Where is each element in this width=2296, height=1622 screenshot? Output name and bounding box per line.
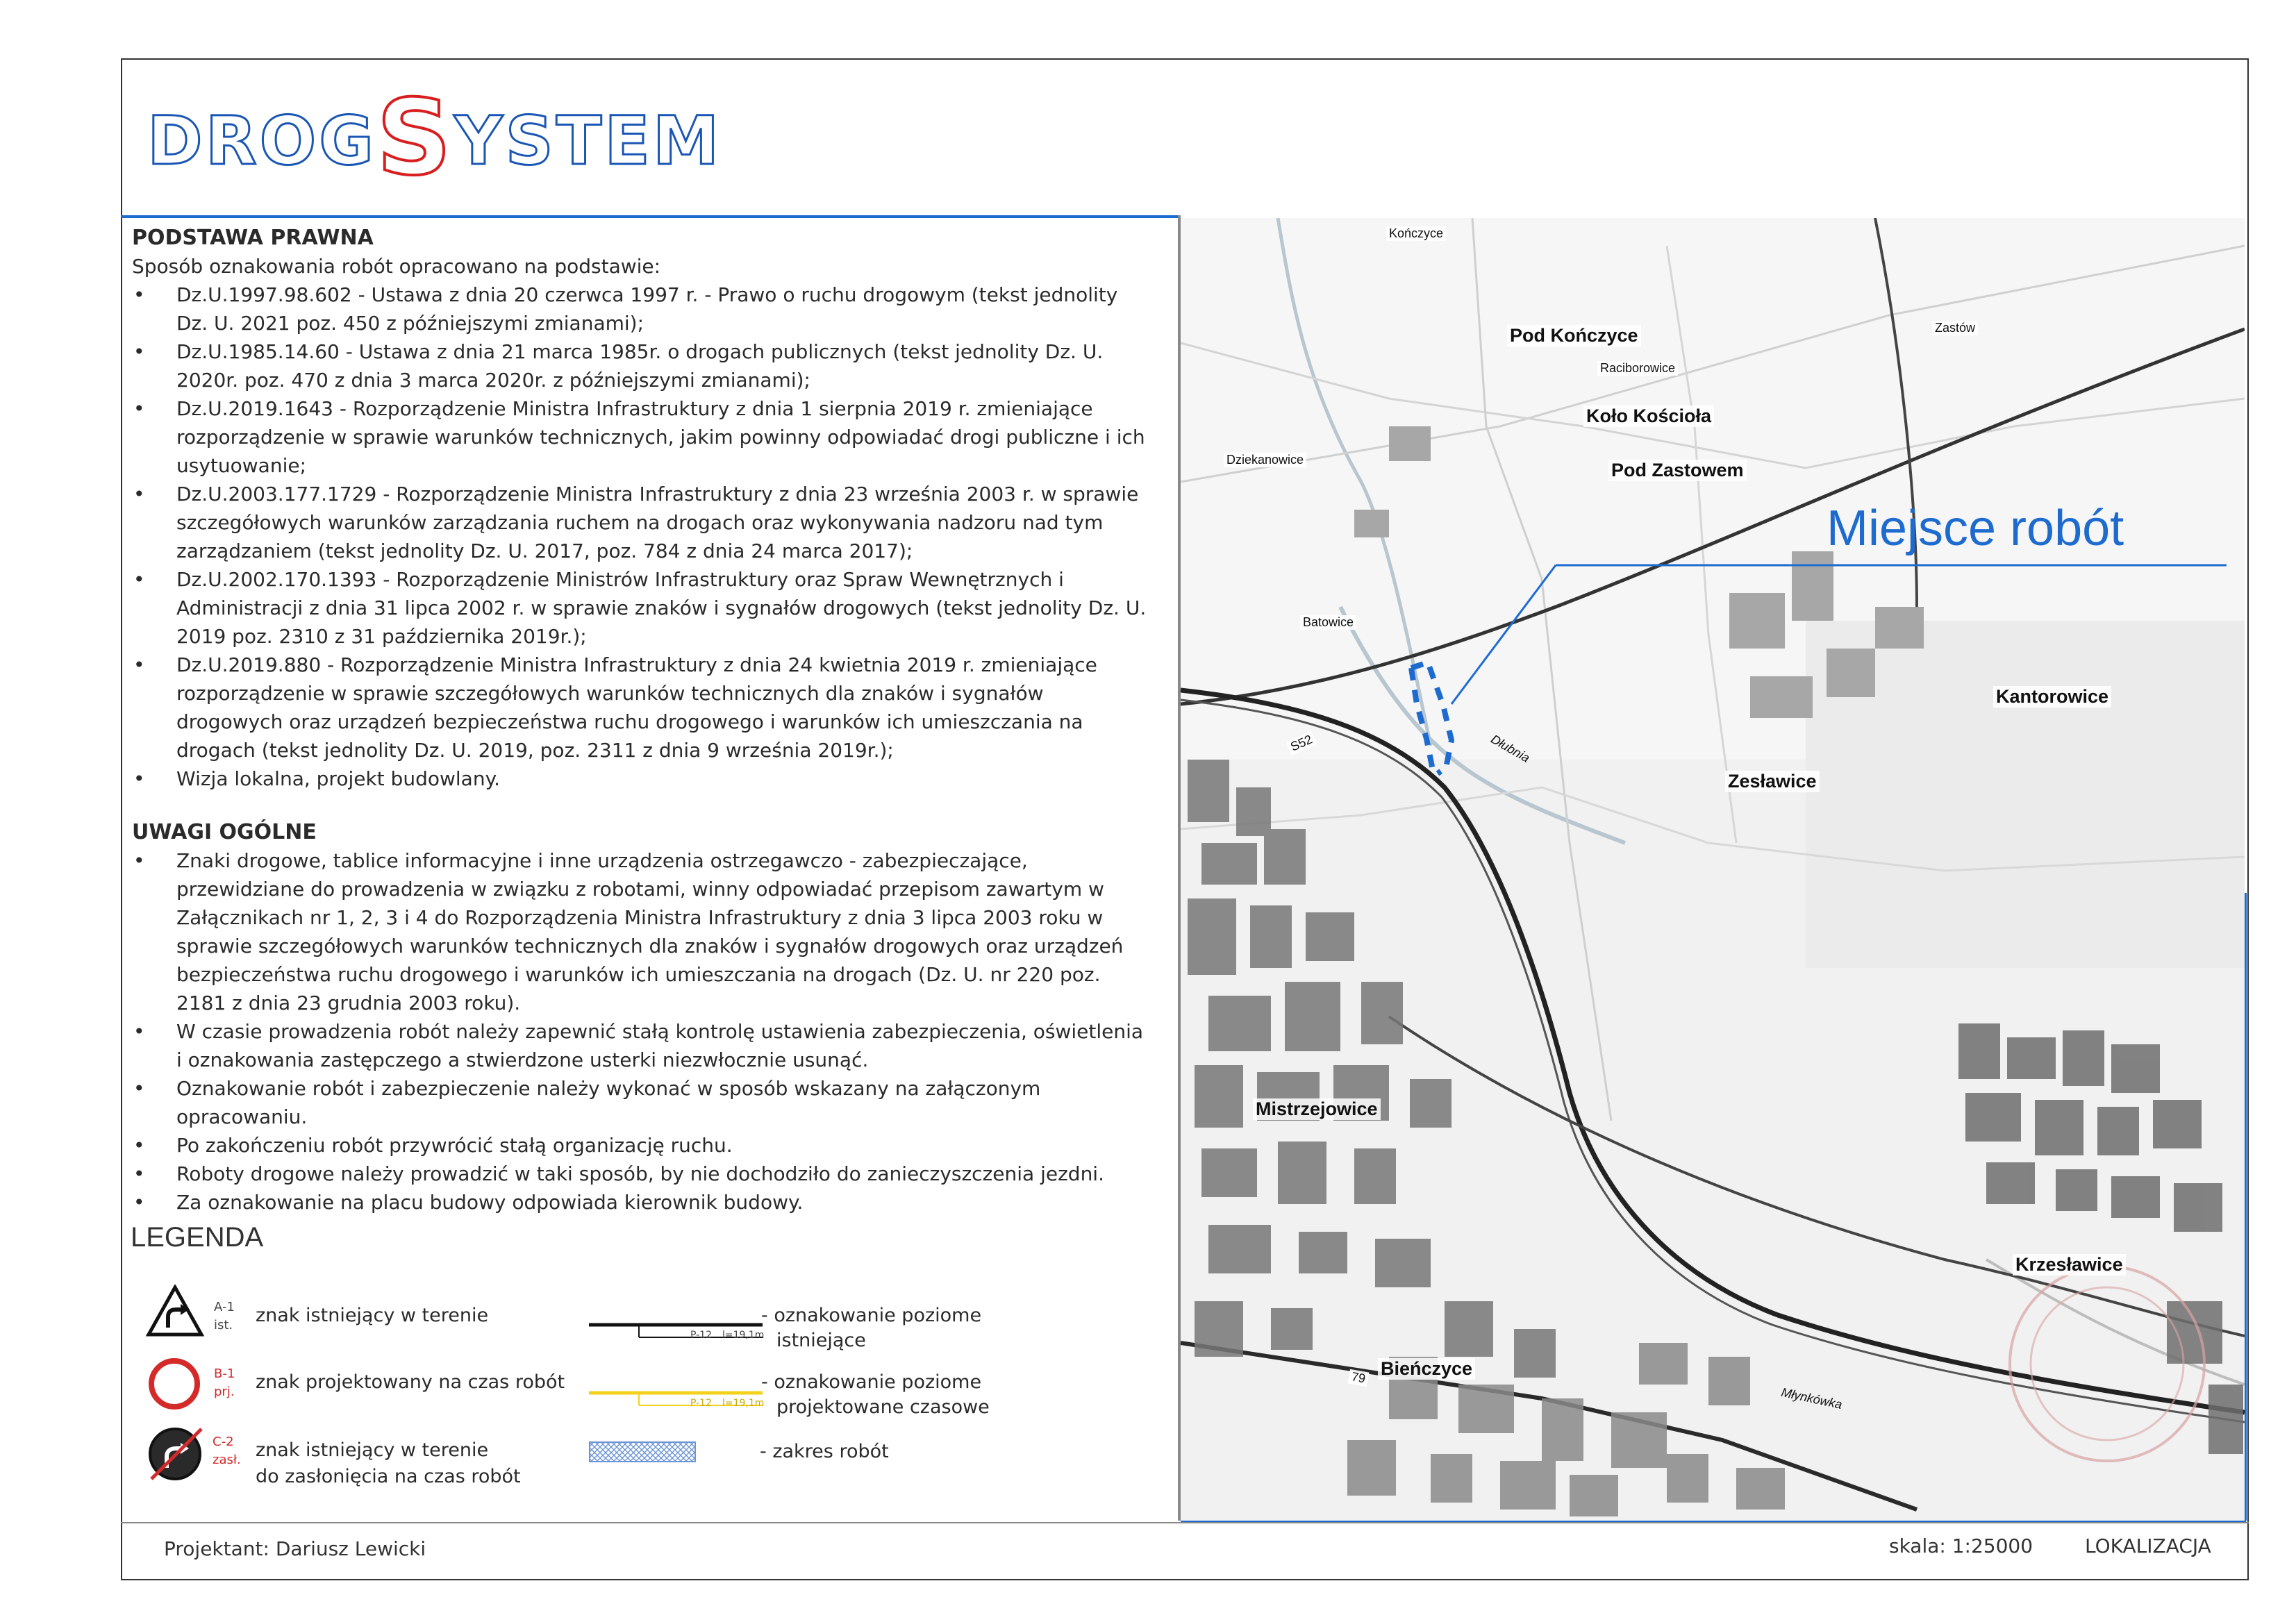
- legal-basis-intro: Sposób oznakowania robót opracowano na podstawie:: [132, 255, 661, 278]
- designer-name: Projektant: Dariusz Lewicki: [164, 1537, 426, 1560]
- list-item: • Dz.U.1985.14.60 - Ustawa z dnia 21 marca 1985r. o drogach publicznych (tekst jednolity Dz. U. 2020r. poz. 470 z dnia 3 marca 2020r. z późniejszymi zmianami);: [176, 337, 1153, 394]
- place-bienczyce: Bieńczyce: [1378, 1358, 1475, 1380]
- legend-marking-1-label-1: - oznakowanie poziome: [761, 1305, 982, 1326]
- text-panel: [132, 224, 1153, 1216]
- place-kantorowice: Kantorowice: [1993, 686, 2111, 708]
- works-area-hatch-icon: [589, 1441, 696, 1462]
- logo-part-2: S: [376, 78, 455, 199]
- footer-divider: [121, 1522, 2249, 1523]
- list-item: • Roboty drogowe należy prowadzić w taki sposób, by nie dochodziło do zanieczyszczenia jezdni.: [176, 1160, 1153, 1188]
- place-koncyce: Kończyce: [1386, 226, 1446, 241]
- legend-sign-2-label: znak projektowany na czas robót: [256, 1371, 565, 1393]
- place-zastow: Zastów: [1932, 321, 1978, 335]
- legend-marking-2-dim: l=19,1m: [722, 1398, 765, 1409]
- header-divider: [121, 215, 1179, 218]
- list-item: • Po zakończeniu robót przywrócić stałą organizację ruchu.: [176, 1131, 1153, 1160]
- legend-sign-2-status: prj.: [214, 1385, 235, 1399]
- logo-part-3: YSTEM: [454, 102, 722, 180]
- river-label-mlynkowka: Młynkówka: [1779, 1385, 1844, 1412]
- legend-marking-1-label-2: istniejące: [776, 1330, 866, 1351]
- river-label-dlubnia: Dłubnia: [1488, 732, 1533, 765]
- list-item: • Oznakowanie robót i zabezpieczenie należy wykonać w sposób wskazany na załączonym opracowaniu.: [176, 1074, 1153, 1131]
- general-notes-title: UWAGI OGÓLNE: [132, 820, 317, 844]
- place-krzeslawice: Krzesławice: [2013, 1254, 2126, 1276]
- legend-sign-1-label: znak istniejący w terenie: [256, 1305, 489, 1326]
- legend-sign-2-code: B-1: [214, 1366, 235, 1381]
- prohibition-circle-icon: [147, 1357, 201, 1411]
- legend-marking-2-code: P-12: [690, 1398, 713, 1409]
- legend-marking-1-code: P-12: [690, 1330, 713, 1341]
- list-item: • W czasie prowadzenia robót należy zapewnić stałą kontrolę ustawienia zabezpieczenia, oświetlenia i oznakowania zastępczego a stwierdzone usterki niezwłocznie usunąć.: [176, 1017, 1153, 1074]
- list-item: • Wizja lokalna, projekt budowlany.: [176, 764, 1153, 793]
- legend-marking-2-label-1: - oznakowanie poziome: [761, 1371, 982, 1393]
- place-raciborowice: Raciborowice: [1597, 361, 1678, 376]
- road-label-79: 79: [1347, 1369, 1369, 1387]
- place-zeslawice: Zesławice: [1725, 771, 1820, 792]
- road-label-s52: S52: [1286, 731, 1317, 755]
- warning-triangle-curve-icon: [146, 1285, 204, 1337]
- place-dziekanowice: Dziekanowice: [1224, 453, 1306, 467]
- legend-sign-1-code: A-1: [214, 1300, 235, 1314]
- place-pod-konczyce: Pod Kończyce: [1507, 325, 1641, 346]
- legend-marking-2-label-2: projektowane czasowe: [776, 1396, 990, 1418]
- place-batowice: Batowice: [1300, 615, 1356, 630]
- legend-sign-3-label-2: do zasłonięcia na czas robót: [256, 1466, 521, 1487]
- list-item: • Dz.U.1997.98.602 - Ustawa z dnia 20 czerwca 1997 r. - Prawo o ruchu drogowym (tekst jednolity Dz. U. 2021 poz. 450 z późniejszymi zmianami);: [176, 281, 1153, 337]
- list-item: • Dz.U.2019.1643 - Rozporządzenie Ministra Infrastruktury z dnia 1 sierpnia 2019 r. zmieniające rozporządzenie w sprawie warunków technicznych, jakim powinny odpowiadać drogi publiczne i ich usytuowanie;: [176, 394, 1153, 480]
- works-location-callout: Miejsce robót: [1827, 501, 2124, 556]
- legend-title: LEGENDA: [131, 1222, 264, 1253]
- legend-sign-3-status: zasł.: [213, 1453, 241, 1467]
- general-notes-list: [132, 846, 1153, 1216]
- list-item: • Za oznakowanie na placu budowy odpowiada kierownik budowy.: [176, 1188, 1153, 1216]
- legend-sign-1-status: ist.: [214, 1318, 233, 1332]
- sheet-type: LOKALIZACJA: [2085, 1535, 2211, 1557]
- list-item: • Znaki drogowe, tablice informacyjne i inne urządzenia ostrzegawczo - zabezpieczające, przewidziane do prowadzenia w związku z robotami, winny odpowiadać przepisom zawartym w Załącznikach nr 1, 2, 3 i 4 do Rozporządzenia Ministra Infrastruktury z dnia 3 lipca 2003 roku w sprawie szczegółowych warunków technicznych dla znaków i sygnałów drogowych oraz urządzeń bezpieczeństwa ruchu drogowego i warunków ich umieszczania na drogach (Dz. U. nr 220 poz. 2181 z dnia 23 grudnia 2003 roku).: [176, 846, 1153, 1017]
- legal-basis-list: [132, 281, 1153, 793]
- location-map[interactable]: [1181, 218, 2245, 1521]
- list-item: • Dz.U.2002.170.1393 - Rozporządzenie Ministrów Infrastruktury oraz Spraw Wewnętrznych i Administracji z dnia 31 lipca 2002 r. w sprawie znaków i sygnałów drogowych (tekst jednolity Dz. U. 2019 poz. 2310 z 31 października 2019r.);: [176, 565, 1153, 651]
- place-mistrzejowice: Mistrzejowice: [1253, 1098, 1381, 1120]
- list-item: • Dz.U.2003.177.1729 - Rozporządzenie Ministra Infrastruktury z dnia 23 września 2003 r. w sprawie szczegółowych warunków zarządzania ruchem na drogach oraz wykonywania nadzoru nad tym zarządzaniem (tekst jednolity Dz. U. 2017, poz. 784 z dnia 24 marca 2017);: [176, 480, 1153, 565]
- legend-marking-3-label: - zakres robót: [760, 1441, 889, 1462]
- place-pod-zastowem: Pod Zastowem: [1608, 460, 1747, 481]
- list-item: • Dz.U.2019.880 - Rozporządzenie Ministra Infrastruktury z dnia 24 kwietnia 2019 r. zmieniające rozporządzenie w sprawie szczegółowych warunków technicznych dla znaków i sygnałów drogowych oraz urządzeń bezpieczeństwa ruchu drogowego i warunków ich umieszczania na drogach (tekst jednolity Dz. U. 2019, poz. 2311 z dnia 9 września 2019r.);: [176, 651, 1153, 764]
- legal-basis-title: PODSTAWA PRAWNA: [132, 226, 374, 250]
- legend-sign-3-label-1: znak istniejący w terenie: [256, 1439, 489, 1461]
- place-kolo-kosciola: Koło Kościoła: [1583, 406, 1714, 427]
- map-scale: skala: 1:25000: [1889, 1535, 2033, 1557]
- legend-marking-1-dim: l=19,1m: [722, 1330, 765, 1341]
- covered-mandatory-sign-icon: [146, 1425, 204, 1483]
- logo-part-1: DROG: [147, 102, 377, 180]
- drogsystem-logo: [147, 78, 722, 199]
- legend-sign-3-code: C-2: [213, 1435, 234, 1449]
